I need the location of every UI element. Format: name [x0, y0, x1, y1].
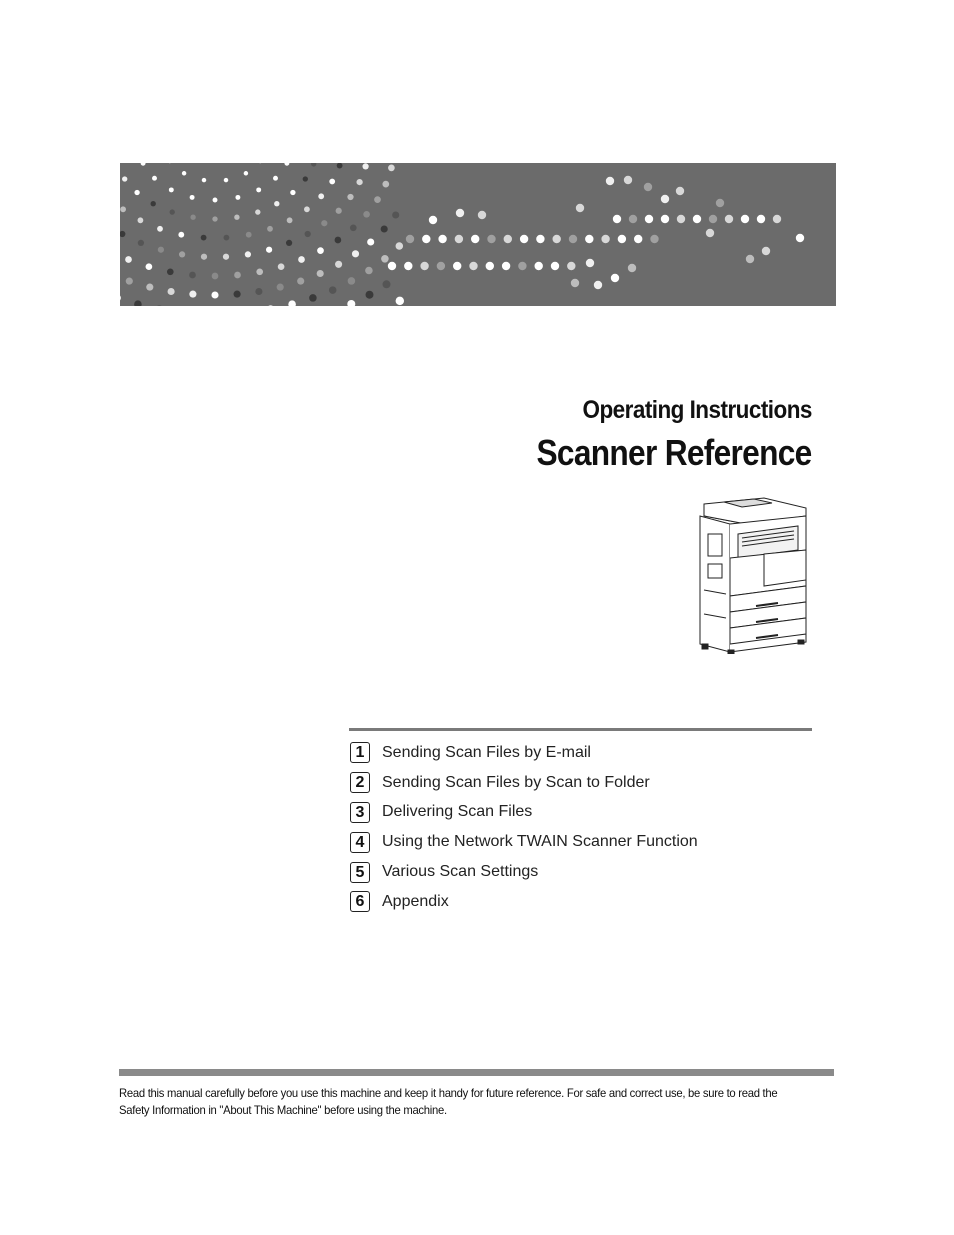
- toc-item-3[interactable]: [350, 798, 810, 828]
- table-of-contents: [350, 738, 810, 917]
- chapter-number-badge: 5: [350, 862, 370, 883]
- toc-item-label: Using the Network TWAIN Scanner Function: [382, 833, 698, 851]
- chapter-number-badge: 3: [350, 802, 370, 823]
- toc-divider: [349, 728, 812, 731]
- toc-item-label: Sending Scan Files by E-mail: [382, 743, 591, 761]
- toc-item-5[interactable]: [350, 857, 810, 887]
- toc-item-2[interactable]: [350, 768, 810, 798]
- toc-item-label: Various Scan Settings: [382, 863, 539, 881]
- toc-item-label: Sending Scan Files by Scan to Folder: [382, 773, 650, 791]
- chapter-number-badge: 1: [350, 742, 370, 763]
- header-banner: [120, 163, 836, 306]
- toc-item-4[interactable]: [350, 827, 810, 857]
- toc-item-label: Delivering Scan Files: [382, 803, 533, 821]
- dot-pattern-graphic: [120, 163, 836, 306]
- chapter-number-badge: 6: [350, 891, 370, 912]
- copier-machine-illustration: [694, 494, 814, 654]
- safety-notice: Read this manual carefully before you use this machine and keep it handy for future reference. For safe and correct use, be sure to read the Safety Information in "About This Machine" before using the machine.: [119, 1086, 778, 1117]
- chapter-number-badge: 2: [350, 772, 370, 793]
- document-subtitle: Operating Instructions: [582, 396, 812, 424]
- toc-item-1[interactable]: [350, 738, 810, 768]
- toc-item-label: Appendix: [382, 892, 449, 910]
- toc-item-6[interactable]: [350, 887, 810, 917]
- chapter-number-badge: 4: [350, 832, 370, 853]
- footer-divider: [119, 1069, 834, 1076]
- document-title: Scanner Reference: [536, 432, 812, 473]
